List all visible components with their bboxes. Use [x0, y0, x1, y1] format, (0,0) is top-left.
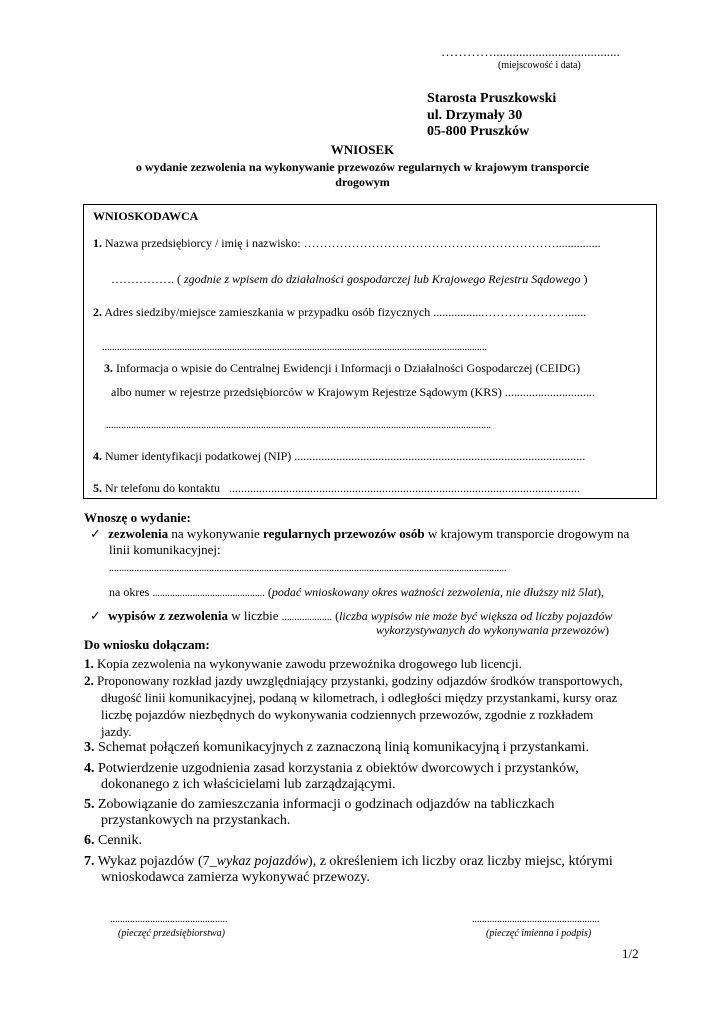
field-phone-text: Nr telefonu do kontaktu [105, 481, 220, 495]
attachments-heading: Do wniosku dołączam: [84, 637, 210, 652]
field-krs-label: albo numer w rejestrze przedsiębiorców w Krajowym Rejestrze Sądowym (KRS) .............................. [111, 385, 595, 399]
signature-company-dots[interactable]: ............................................... [110, 914, 228, 925]
field-address-dots[interactable]: .......................................................................................................................................................... [102, 342, 487, 353]
line-dots[interactable]: ............................................................................................................................................................... [109, 563, 507, 574]
attachment-item-5-line2: przystankowych na przystankach. [101, 813, 291, 828]
addressee-city: 05-800 Pruszków [427, 124, 530, 139]
attachment-item-4-line2: dokonanego z ich właścicielami lub zarządzającymi. [101, 777, 396, 792]
period-note: podać wnioskowany okres ważności zezwolenia, nie dłuższy niż 5lat [271, 585, 598, 599]
note-text: zgodnie z wpisem do działalności gospodarczej lub Krajowego Rejestru Sądowego [184, 272, 581, 286]
field-ceidg-text: Informacja o wpisie do Centralnej Ewidencji i Informacji o Działalności Gospodarczej (CEIDG) [116, 361, 581, 375]
attachment-num: 5. [84, 797, 95, 812]
field-number: 4. [93, 449, 102, 463]
request-heading: Wnoszę o wydanie: [84, 510, 191, 525]
permit-bold: zezwolenia [108, 526, 169, 541]
signature-personal-caption: (pieczęć imienna i podpis) [486, 928, 592, 939]
attachment-text: ), z określeniem ich liczby oraz liczby miejsc, którymi [308, 854, 613, 869]
field-number: 5. [93, 481, 102, 495]
field-nip-label[interactable] [93, 449, 585, 464]
document-subtitle-line1: o wydanie zezwolenia na wykonywanie przewozów regularnych w krajowym transporcie [135, 160, 590, 174]
permit-text-3: linii komunikacyjnej: [109, 542, 221, 557]
attachment-item-2-line3: liczbę pojazdów niezbędnych do wykonywania codziennych przewozów, zgodnie z rozkładem [101, 707, 594, 722]
field-address-label[interactable] [93, 305, 586, 320]
attachment-item-1 [84, 655, 522, 672]
field-number: 3. [104, 361, 113, 375]
addressee-street: ul. Drzymały 30 [427, 108, 523, 123]
field-phone-dots: ..................................................................................................................... [228, 481, 580, 495]
attachment-item-7-line2: wnioskodawca zamierza wykonywać przewozy. [101, 870, 370, 885]
page-number: 1/2 [622, 946, 639, 961]
check-icon: ✓ [90, 526, 101, 541]
field-ceidg-label[interactable] [104, 361, 580, 376]
extracts-dots: .................... [281, 612, 332, 623]
attachment-num: 6. [84, 833, 95, 848]
field-number: 1. [93, 236, 102, 250]
document-subtitle-line2: drogowym [335, 175, 390, 189]
attachment-item-7 [84, 853, 613, 870]
request-item-permit[interactable] [90, 526, 629, 542]
check-icon: ✓ [90, 608, 101, 623]
attachment-text: Zobowiązanie do zamieszczania informacji o godzinach odjazdów na tabliczkach [98, 797, 555, 812]
field-name-label[interactable] [93, 236, 601, 251]
permit-bold-2: regularnych przewozów osób [263, 526, 425, 541]
attachment-text: Kopia zezwolenia na wykonywanie zawodu przewoźnika drogowego lub licencji. [97, 656, 522, 671]
attachment-item-2-line2: długość linii komunikacyjnej, podaną w kilometrach, i odległości między przystankami, kursy oraz [101, 690, 618, 705]
attachment-item-5 [84, 796, 554, 813]
field-phone-label[interactable] [93, 481, 580, 496]
field-address-text: Adres siedziby/miejsce zamieszkania w przypadku osób fizycznych .................…………………...... [104, 305, 587, 319]
attachment-item-4 [84, 760, 579, 777]
permit-text-1: na wykonywanie [171, 526, 260, 541]
attachment-text-italic: wykaz pojazdów [216, 854, 309, 869]
extracts-note-2-wrap: wykorzystywanych do wykonywania przewozów) [376, 623, 609, 637]
attachment-item-2 [84, 672, 623, 689]
attachment-num: 7. [84, 854, 95, 869]
permit-text-2: w krajowym transporcie drogowym na [427, 526, 630, 541]
signature-personal-dots[interactable]: ................................................... [472, 914, 600, 925]
note-close: ) [583, 272, 588, 286]
place-date-field: …………....................................... [441, 44, 620, 59]
field-name-note [111, 272, 588, 287]
attachment-num: 4. [84, 761, 95, 776]
attachment-text: Wykaz pojazdów (7_ [97, 854, 217, 869]
attachment-text: Potwierdzenie uzgodnienia zasad korzystania z obiektów dworcowych i przystanków, [98, 761, 579, 776]
extracts-note-1: liczba wypisów nie może być większa od liczby pojazdów [339, 609, 613, 623]
attachment-item-3 [84, 739, 589, 756]
attachment-num: 2. [84, 673, 94, 688]
period-dots: ............................................. [152, 588, 265, 599]
period-note-open: ( [267, 585, 272, 599]
attachment-text: Proponowany rozkład jazdy uwzględniający przystanki, godziny odjazdów środków transportowych, [97, 673, 623, 688]
addressee-name: Starosta Pruszkowski [427, 91, 557, 106]
attachment-item-2-line4: jazdy. [101, 724, 132, 739]
extracts-text: w liczbie [231, 608, 279, 623]
attachment-num: 1. [84, 656, 94, 671]
field-name-text: Nazwa przedsiębiorcy / imię i nazwisko: ………………………………………………………............... [105, 236, 601, 250]
applicant-heading: WNIOSKODAWCA [93, 209, 199, 223]
note-dots: ……………. ( [111, 272, 181, 286]
field-nip-text: Numer identyfikacji podatkowej (NIP) ................................................................................................. [105, 449, 586, 463]
signature-company-caption: (pieczęć przedsiębiorstwa) [118, 928, 225, 939]
place-date-caption: (miejscowość i data) [498, 60, 581, 71]
field-ceidg-dots[interactable]: .......................................................................................................................................................... [106, 420, 491, 431]
attachment-text: Schemat połączeń komunikacyjnych z zaznaczoną linią komunikacyjną i przystankami. [98, 740, 589, 755]
document-title: WNIOSEK [330, 142, 395, 157]
attachment-text: Cennik. [98, 833, 142, 848]
period-field[interactable] [109, 585, 604, 600]
period-note-close: ), [597, 585, 605, 599]
field-number: 2. [93, 305, 102, 319]
request-item-extracts[interactable]: ✓ wypisów z zezwolenia w liczbie .................... (liczba wypisów nie może być większa od liczby pojazdów [90, 608, 613, 623]
attachment-item-6 [84, 832, 142, 849]
attachment-num: 3. [84, 740, 95, 755]
extracts-bold: wypisów z zezwolenia [108, 608, 229, 623]
extracts-note-2: wykorzystywanych do wykonywania przewozów [376, 623, 605, 637]
period-label: na okres [109, 585, 150, 599]
